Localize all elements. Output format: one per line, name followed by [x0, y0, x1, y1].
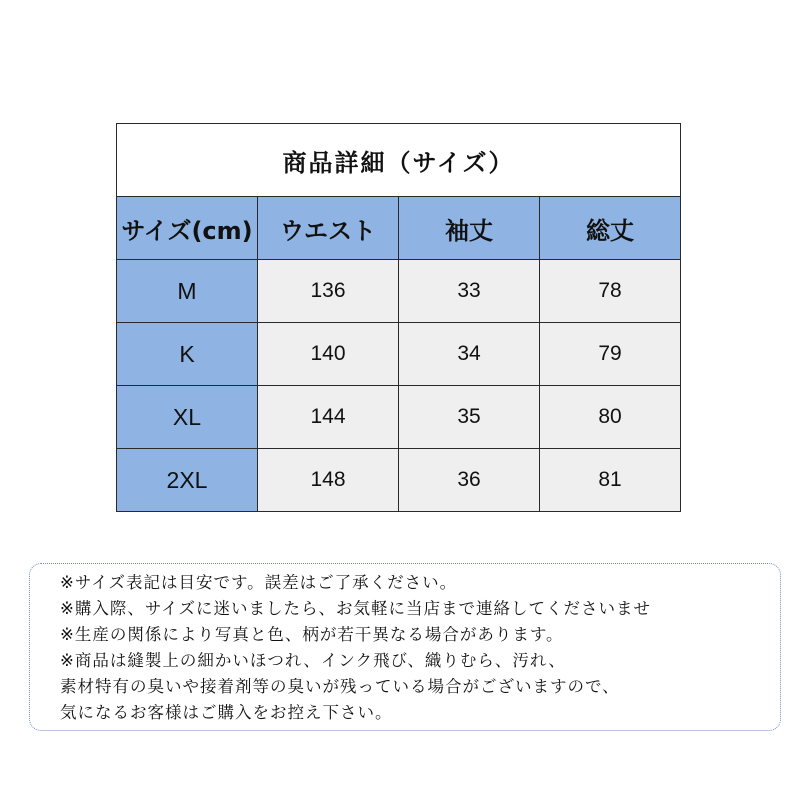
sleeve-value: 34 [399, 323, 540, 386]
table-title: 商品詳細（サイズ） [117, 124, 681, 197]
size-table [116, 123, 681, 512]
table-row [117, 323, 681, 386]
note-line: ※生産の関係により写真と色、柄が若干異なる場合があります。 [60, 625, 564, 644]
sleeve-value: 35 [399, 386, 540, 449]
sleeve-value: 36 [399, 449, 540, 512]
length-value: 79 [540, 323, 681, 386]
note-line: ※購入際、サイズに迷いましたら、お気軽に当店まで連絡してくださいませ [60, 599, 652, 618]
header-sleeve: 袖丈 [399, 197, 540, 260]
table-row [117, 386, 681, 449]
waist-value: 136 [258, 260, 399, 323]
note-line: 気になるお客様はご購入をお控え下さい。 [60, 703, 393, 722]
size-label: 2XL [117, 449, 258, 512]
sleeve-value: 33 [399, 260, 540, 323]
table-row [117, 449, 681, 512]
size-label: K [117, 323, 258, 386]
header-row [117, 197, 681, 260]
waist-value: 144 [258, 386, 399, 449]
header-length: 総丈 [540, 197, 681, 260]
note-line: 素材特有の臭いや接着剤等の臭いが残っている場合がございますので、 [60, 677, 620, 696]
length-value: 80 [540, 386, 681, 449]
title-row [117, 124, 681, 197]
note-line: ※商品は縫製上の細かいほつれ、インク飛び、織りむら、汚れ、 [60, 651, 566, 670]
size-label: XL [117, 386, 258, 449]
length-value: 81 [540, 449, 681, 512]
length-value: 78 [540, 260, 681, 323]
waist-value: 148 [258, 449, 399, 512]
waist-value: 140 [258, 323, 399, 386]
table-row [117, 260, 681, 323]
size-label: M [117, 260, 258, 323]
note-line: ※サイズ表記は目安です。誤差はご了承ください。 [60, 573, 458, 592]
header-size: サイズ(cm) [117, 197, 258, 260]
header-waist: ウエスト [258, 197, 399, 260]
notes-box [29, 563, 781, 731]
